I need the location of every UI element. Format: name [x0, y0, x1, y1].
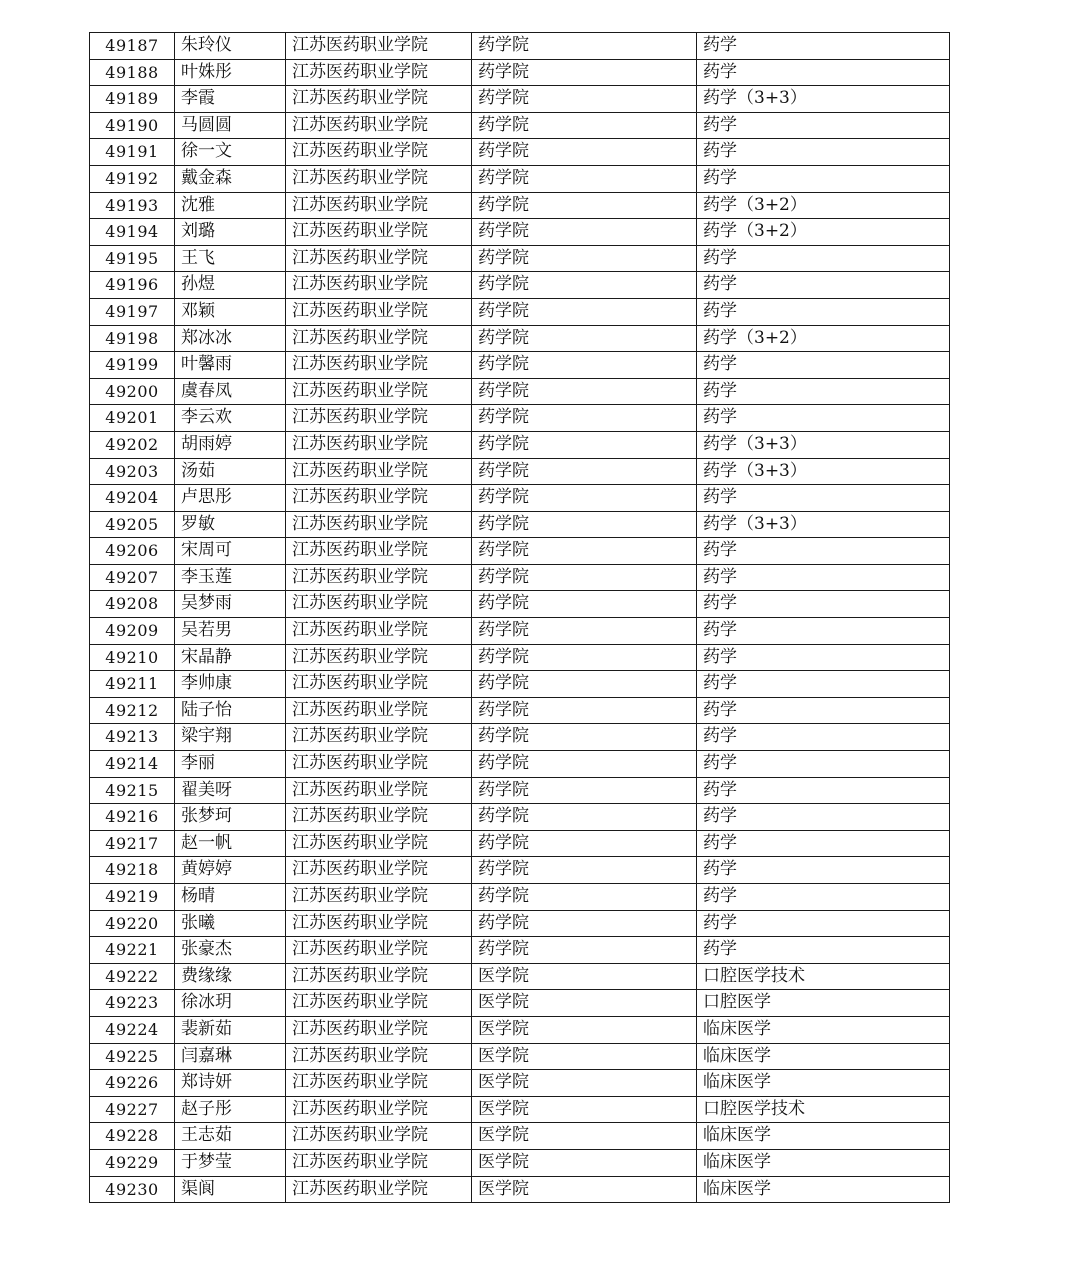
- student-id-cell: 49225: [90, 1043, 175, 1070]
- department-cell: 药学院: [472, 33, 697, 60]
- major-cell: 药学: [697, 591, 950, 618]
- student-id-cell: 49212: [90, 697, 175, 724]
- table-row: [90, 352, 950, 379]
- table-row: [90, 990, 950, 1017]
- department-cell: 药学院: [472, 937, 697, 964]
- table-row: [90, 33, 950, 60]
- major-cell: 临床医学: [697, 1016, 950, 1043]
- student-name-cell: 徐冰玥: [175, 990, 286, 1017]
- major-cell: 药学: [697, 884, 950, 911]
- school-cell: 江苏医药职业学院: [286, 564, 472, 591]
- student-name-cell: 张豪杰: [175, 937, 286, 964]
- department-cell: 医学院: [472, 1096, 697, 1123]
- department-cell: 医学院: [472, 1176, 697, 1203]
- department-cell: 药学院: [472, 458, 697, 485]
- major-cell: 药学: [697, 564, 950, 591]
- student-name-cell: 李丽: [175, 751, 286, 778]
- department-cell: 药学院: [472, 352, 697, 379]
- student-id-cell: 49199: [90, 352, 175, 379]
- student-name-cell: 叶馨雨: [175, 352, 286, 379]
- major-cell: 药学: [697, 298, 950, 325]
- table-row: [90, 59, 950, 86]
- department-cell: 药学院: [472, 245, 697, 272]
- school-cell: 江苏医药职业学院: [286, 804, 472, 831]
- school-cell: 江苏医药职业学院: [286, 59, 472, 86]
- student-id-cell: 49215: [90, 777, 175, 804]
- student-name-cell: 郑冰冰: [175, 325, 286, 352]
- school-cell: 江苏医药职业学院: [286, 538, 472, 565]
- student-name-cell: 翟美呀: [175, 777, 286, 804]
- student-id-cell: 49190: [90, 112, 175, 139]
- major-cell: 药学: [697, 937, 950, 964]
- table-row: [90, 219, 950, 246]
- school-cell: 江苏医药职业学院: [286, 219, 472, 246]
- student-name-cell: 沈雅: [175, 192, 286, 219]
- school-cell: 江苏医药职业学院: [286, 671, 472, 698]
- school-cell: 江苏医药职业学院: [286, 963, 472, 990]
- student-id-cell: 49194: [90, 219, 175, 246]
- student-id-cell: 49203: [90, 458, 175, 485]
- school-cell: 江苏医药职业学院: [286, 245, 472, 272]
- major-cell: 药学: [697, 112, 950, 139]
- student-name-cell: 裴新茹: [175, 1016, 286, 1043]
- major-cell: 药学: [697, 59, 950, 86]
- table-row: [90, 192, 950, 219]
- table-row: [90, 485, 950, 512]
- major-cell: 口腔医学: [697, 990, 950, 1017]
- major-cell: 药学: [697, 272, 950, 299]
- department-cell: 药学院: [472, 591, 697, 618]
- student-name-cell: 朱玲仪: [175, 33, 286, 60]
- roster-table-body: [90, 33, 950, 1203]
- department-cell: 药学院: [472, 86, 697, 113]
- school-cell: 江苏医药职业学院: [286, 511, 472, 538]
- student-id-cell: 49191: [90, 139, 175, 166]
- table-row: [90, 112, 950, 139]
- student-id-cell: 49187: [90, 33, 175, 60]
- student-id-cell: 49228: [90, 1123, 175, 1150]
- school-cell: 江苏医药职业学院: [286, 272, 472, 299]
- school-cell: 江苏医药职业学院: [286, 591, 472, 618]
- table-row: [90, 751, 950, 778]
- student-id-cell: 49221: [90, 937, 175, 964]
- major-cell: 药学: [697, 352, 950, 379]
- table-row: [90, 618, 950, 645]
- major-cell: 药学: [697, 618, 950, 645]
- student-id-cell: 49223: [90, 990, 175, 1017]
- department-cell: 药学院: [472, 485, 697, 512]
- table-row: [90, 1070, 950, 1097]
- school-cell: 江苏医药职业学院: [286, 1070, 472, 1097]
- student-name-cell: 李霞: [175, 86, 286, 113]
- school-cell: 江苏医药职业学院: [286, 192, 472, 219]
- student-id-cell: 49198: [90, 325, 175, 352]
- school-cell: 江苏医药职业学院: [286, 485, 472, 512]
- table-row: [90, 1096, 950, 1123]
- major-cell: 药学: [697, 165, 950, 192]
- major-cell: 临床医学: [697, 1123, 950, 1150]
- student-id-cell: 49229: [90, 1149, 175, 1176]
- table-row: [90, 937, 950, 964]
- department-cell: 药学院: [472, 165, 697, 192]
- table-row: [90, 564, 950, 591]
- student-name-cell: 刘璐: [175, 219, 286, 246]
- school-cell: 江苏医药职业学院: [286, 139, 472, 166]
- major-cell: 药学: [697, 405, 950, 432]
- school-cell: 江苏医药职业学院: [286, 857, 472, 884]
- department-cell: 药学院: [472, 857, 697, 884]
- table-row: [90, 777, 950, 804]
- table-row: [90, 1149, 950, 1176]
- student-name-cell: 赵一帆: [175, 830, 286, 857]
- student-name-cell: 孙煜: [175, 272, 286, 299]
- table-row: [90, 431, 950, 458]
- major-cell: 临床医学: [697, 1149, 950, 1176]
- department-cell: 医学院: [472, 963, 697, 990]
- student-name-cell: 郑诗妍: [175, 1070, 286, 1097]
- student-name-cell: 王飞: [175, 245, 286, 272]
- student-id-cell: 49195: [90, 245, 175, 272]
- table-row: [90, 458, 950, 485]
- student-id-cell: 49220: [90, 910, 175, 937]
- major-cell: 药学: [697, 485, 950, 512]
- table-row: [90, 697, 950, 724]
- student-name-cell: 杨晴: [175, 884, 286, 911]
- school-cell: 江苏医药职业学院: [286, 644, 472, 671]
- major-cell: 药学: [697, 644, 950, 671]
- major-cell: 药学（3+3）: [697, 86, 950, 113]
- student-id-cell: 49196: [90, 272, 175, 299]
- table-row: [90, 325, 950, 352]
- school-cell: 江苏医药职业学院: [286, 431, 472, 458]
- student-id-cell: 49226: [90, 1070, 175, 1097]
- table-row: [90, 139, 950, 166]
- student-name-cell: 胡雨婷: [175, 431, 286, 458]
- school-cell: 江苏医药职业学院: [286, 1043, 472, 1070]
- student-name-cell: 虞春凤: [175, 378, 286, 405]
- department-cell: 药学院: [472, 564, 697, 591]
- school-cell: 江苏医药职业学院: [286, 298, 472, 325]
- student-name-cell: 王志茹: [175, 1123, 286, 1150]
- school-cell: 江苏医药职业学院: [286, 165, 472, 192]
- major-cell: 药学: [697, 751, 950, 778]
- department-cell: 医学院: [472, 1043, 697, 1070]
- department-cell: 药学院: [472, 139, 697, 166]
- major-cell: 药学: [697, 245, 950, 272]
- student-name-cell: 梁宇翔: [175, 724, 286, 751]
- major-cell: 药学（3+2）: [697, 219, 950, 246]
- school-cell: 江苏医药职业学院: [286, 378, 472, 405]
- table-row: [90, 884, 950, 911]
- major-cell: 药学: [697, 777, 950, 804]
- school-cell: 江苏医药职业学院: [286, 352, 472, 379]
- table-row: [90, 857, 950, 884]
- student-name-cell: 卢思彤: [175, 485, 286, 512]
- student-id-cell: 49216: [90, 804, 175, 831]
- major-cell: 药学: [697, 139, 950, 166]
- major-cell: 药学: [697, 830, 950, 857]
- school-cell: 江苏医药职业学院: [286, 830, 472, 857]
- student-id-cell: 49224: [90, 1016, 175, 1043]
- major-cell: 药学: [697, 724, 950, 751]
- student-name-cell: 叶姝彤: [175, 59, 286, 86]
- student-name-cell: 罗敏: [175, 511, 286, 538]
- major-cell: 药学: [697, 804, 950, 831]
- student-name-cell: 李玉莲: [175, 564, 286, 591]
- student-name-cell: 张曦: [175, 910, 286, 937]
- major-cell: 药学: [697, 33, 950, 60]
- student-id-cell: 49202: [90, 431, 175, 458]
- department-cell: 药学院: [472, 644, 697, 671]
- student-id-cell: 49206: [90, 538, 175, 565]
- student-name-cell: 戴金森: [175, 165, 286, 192]
- student-id-cell: 49219: [90, 884, 175, 911]
- school-cell: 江苏医药职业学院: [286, 937, 472, 964]
- student-name-cell: 邓颖: [175, 298, 286, 325]
- school-cell: 江苏医药职业学院: [286, 724, 472, 751]
- department-cell: 药学院: [472, 298, 697, 325]
- table-row: [90, 830, 950, 857]
- student-id-cell: 49222: [90, 963, 175, 990]
- roster-table: [89, 32, 950, 1203]
- student-id-cell: 49192: [90, 165, 175, 192]
- table-row: [90, 910, 950, 937]
- major-cell: 药学: [697, 378, 950, 405]
- student-id-cell: 49230: [90, 1176, 175, 1203]
- student-name-cell: 于梦莹: [175, 1149, 286, 1176]
- table-row: [90, 644, 950, 671]
- school-cell: 江苏医药职业学院: [286, 325, 472, 352]
- table-row: [90, 165, 950, 192]
- department-cell: 医学院: [472, 1070, 697, 1097]
- department-cell: 药学院: [472, 405, 697, 432]
- department-cell: 药学院: [472, 751, 697, 778]
- student-id-cell: 49207: [90, 564, 175, 591]
- student-id-cell: 49197: [90, 298, 175, 325]
- table-row: [90, 671, 950, 698]
- school-cell: 江苏医药职业学院: [286, 1123, 472, 1150]
- student-name-cell: 汤茹: [175, 458, 286, 485]
- student-name-cell: 渠阆: [175, 1176, 286, 1203]
- student-id-cell: 49193: [90, 192, 175, 219]
- school-cell: 江苏医药职业学院: [286, 1176, 472, 1203]
- major-cell: 药学: [697, 857, 950, 884]
- student-name-cell: 宋晶静: [175, 644, 286, 671]
- student-name-cell: 宋周可: [175, 538, 286, 565]
- major-cell: 药学（3+2）: [697, 325, 950, 352]
- department-cell: 药学院: [472, 618, 697, 645]
- table-row: [90, 963, 950, 990]
- student-name-cell: 吴若男: [175, 618, 286, 645]
- student-id-cell: 49200: [90, 378, 175, 405]
- school-cell: 江苏医药职业学院: [286, 1016, 472, 1043]
- school-cell: 江苏医药职业学院: [286, 112, 472, 139]
- student-id-cell: 49218: [90, 857, 175, 884]
- major-cell: 药学（3+3）: [697, 458, 950, 485]
- department-cell: 药学院: [472, 511, 697, 538]
- school-cell: 江苏医药职业学院: [286, 697, 472, 724]
- department-cell: 药学院: [472, 830, 697, 857]
- student-id-cell: 49209: [90, 618, 175, 645]
- major-cell: 临床医学: [697, 1043, 950, 1070]
- student-name-cell: 陆子怡: [175, 697, 286, 724]
- student-id-cell: 49205: [90, 511, 175, 538]
- major-cell: 药学: [697, 910, 950, 937]
- student-name-cell: 张梦珂: [175, 804, 286, 831]
- student-name-cell: 吴梦雨: [175, 591, 286, 618]
- table-row: [90, 724, 950, 751]
- student-id-cell: 49211: [90, 671, 175, 698]
- department-cell: 药学院: [472, 112, 697, 139]
- department-cell: 药学院: [472, 325, 697, 352]
- department-cell: 药学院: [472, 192, 697, 219]
- major-cell: 药学: [697, 697, 950, 724]
- table-row: [90, 86, 950, 113]
- major-cell: 药学（3+2）: [697, 192, 950, 219]
- student-id-cell: 49213: [90, 724, 175, 751]
- major-cell: 口腔医学技术: [697, 963, 950, 990]
- department-cell: 药学院: [472, 59, 697, 86]
- school-cell: 江苏医药职业学院: [286, 33, 472, 60]
- department-cell: 药学院: [472, 431, 697, 458]
- student-id-cell: 49204: [90, 485, 175, 512]
- school-cell: 江苏医药职业学院: [286, 990, 472, 1017]
- student-id-cell: 49210: [90, 644, 175, 671]
- major-cell: 药学: [697, 671, 950, 698]
- school-cell: 江苏医药职业学院: [286, 458, 472, 485]
- department-cell: 药学院: [472, 697, 697, 724]
- school-cell: 江苏医药职业学院: [286, 1149, 472, 1176]
- student-id-cell: 49227: [90, 1096, 175, 1123]
- department-cell: 药学院: [472, 671, 697, 698]
- department-cell: 药学院: [472, 910, 697, 937]
- department-cell: 药学院: [472, 378, 697, 405]
- student-name-cell: 李帅康: [175, 671, 286, 698]
- school-cell: 江苏医药职业学院: [286, 777, 472, 804]
- department-cell: 药学院: [472, 777, 697, 804]
- student-id-cell: 49188: [90, 59, 175, 86]
- student-id-cell: 49201: [90, 405, 175, 432]
- department-cell: 药学院: [472, 724, 697, 751]
- table-row: [90, 378, 950, 405]
- table-row: [90, 298, 950, 325]
- school-cell: 江苏医药职业学院: [286, 618, 472, 645]
- major-cell: 药学（3+3）: [697, 431, 950, 458]
- school-cell: 江苏医药职业学院: [286, 1096, 472, 1123]
- department-cell: 医学院: [472, 990, 697, 1017]
- table-row: [90, 538, 950, 565]
- department-cell: 药学院: [472, 219, 697, 246]
- student-name-cell: 李云欢: [175, 405, 286, 432]
- student-name-cell: 赵子彤: [175, 1096, 286, 1123]
- department-cell: 医学院: [472, 1123, 697, 1150]
- department-cell: 医学院: [472, 1149, 697, 1176]
- table-row: [90, 804, 950, 831]
- table-row: [90, 272, 950, 299]
- student-name-cell: 费缘缘: [175, 963, 286, 990]
- student-id-cell: 49208: [90, 591, 175, 618]
- student-id-cell: 49214: [90, 751, 175, 778]
- table-row: [90, 1043, 950, 1070]
- student-name-cell: 徐一文: [175, 139, 286, 166]
- table-row: [90, 245, 950, 272]
- department-cell: 药学院: [472, 884, 697, 911]
- table-row: [90, 511, 950, 538]
- student-id-cell: 49217: [90, 830, 175, 857]
- major-cell: 药学（3+3）: [697, 511, 950, 538]
- table-row: [90, 405, 950, 432]
- student-name-cell: 马圆圆: [175, 112, 286, 139]
- school-cell: 江苏医药职业学院: [286, 884, 472, 911]
- major-cell: 临床医学: [697, 1070, 950, 1097]
- major-cell: 口腔医学技术: [697, 1096, 950, 1123]
- table-row: [90, 1176, 950, 1203]
- department-cell: 药学院: [472, 538, 697, 565]
- student-name-cell: 闫嘉琳: [175, 1043, 286, 1070]
- major-cell: 临床医学: [697, 1176, 950, 1203]
- school-cell: 江苏医药职业学院: [286, 910, 472, 937]
- school-cell: 江苏医药职业学院: [286, 751, 472, 778]
- student-name-cell: 黄婷婷: [175, 857, 286, 884]
- student-id-cell: 49189: [90, 86, 175, 113]
- department-cell: 药学院: [472, 272, 697, 299]
- table-row: [90, 1123, 950, 1150]
- school-cell: 江苏医药职业学院: [286, 405, 472, 432]
- major-cell: 药学: [697, 538, 950, 565]
- department-cell: 医学院: [472, 1016, 697, 1043]
- table-row: [90, 1016, 950, 1043]
- department-cell: 药学院: [472, 804, 697, 831]
- table-row: [90, 591, 950, 618]
- school-cell: 江苏医药职业学院: [286, 86, 472, 113]
